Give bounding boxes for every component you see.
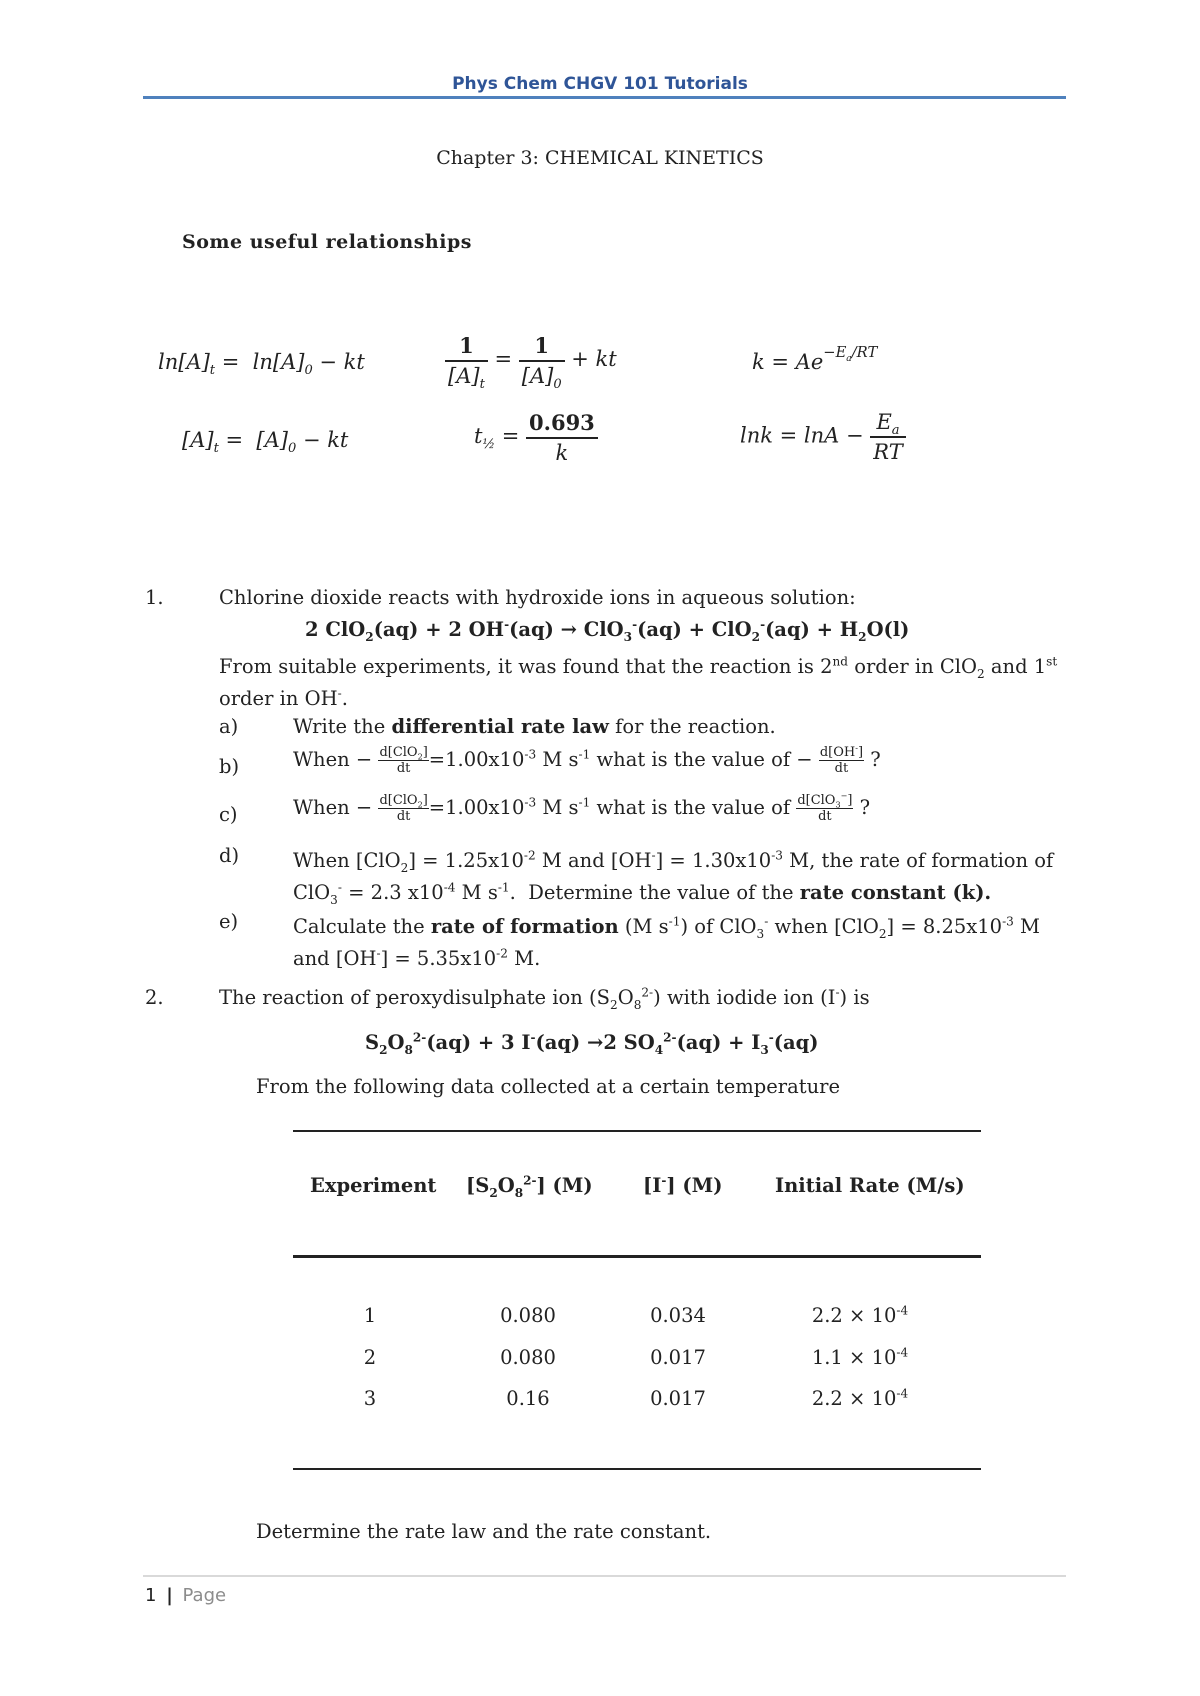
q1-part-c-text: When − d[ClO$_2$] dt $=1.00x10^{-3}$ M $s^{-1}$ what is the value of d[ClO$_3$−] dt ? (293, 791, 871, 824)
q1-part-e-label: e) (219, 910, 239, 933)
table-cell: $2.2 \times 10^{-4}$ (811, 1303, 909, 1327)
eq-first-order: $\ln[A]_t = \ln[A]_0$ − kt (158, 350, 365, 379)
eq-half-life: $t_{\frac{1}{2}}$ = $\frac{0.693}{k}$ (474, 410, 598, 465)
page-header: Phys Chem CHGV 101 Tutorials (452, 74, 748, 94)
table-header-persulfate: $[S_2O_8^{2-}]$ (M) (466, 1173, 593, 1200)
footer-rule (143, 1575, 1066, 1577)
table-cell: $1.1 \times 10^{-4}$ (811, 1345, 909, 1369)
eq-arrhenius-log: lnk = lnA − $\frac{E_a}{RT}$ (740, 410, 906, 464)
header-rule (143, 96, 1066, 99)
table-top-rule (293, 1130, 981, 1132)
q1-part-e-text: Calculate the rate of formation (M $s^{-1}$) of ClO$_3$- when $[ClO_2] = 8.25x10^{-3}$ M and $[OH^-] = 5.35x10^{-2}$ M. (293, 914, 1041, 970)
q2-reaction-equation: $S_2O_8^{2-}(aq) + 3$ I-(aq) →2 $SO_4^{2-}(aq) + I_3^-(aq)$ (365, 1030, 819, 1057)
page-label: Page (182, 1585, 227, 1606)
q2-task: Determine the rate law and the rate constant. (256, 1520, 712, 1543)
q2-data-intro: From the following data collected at a certain temperature (256, 1075, 840, 1098)
table-cell: 0.017 (650, 1346, 706, 1369)
table-cell: 0.080 (500, 1304, 556, 1327)
table-cell: 0.16 (506, 1387, 550, 1410)
table-header-experiment: Experiment (310, 1174, 437, 1197)
table-cell: 0.080 (500, 1346, 556, 1369)
table-bottom-rule (293, 1468, 981, 1470)
table-cell: 0.017 (650, 1387, 706, 1410)
eq-zero-order: $[A]_t = [A]_0$ − kt (182, 428, 349, 457)
table-header-iodide: [I-] (M) (643, 1173, 723, 1197)
q1-reaction-equation: 2 ClO$_2$(aq) + 2 $OH^-(aq) \to ClO_3^-(aq) + ClO_2^-(aq) + H_2O(l)$ (305, 617, 910, 644)
q1-intro: Chlorine dioxide reacts with hydroxide ions in aqueous solution: (219, 586, 856, 609)
q1-part-d-text: When $[ClO_2] = 1.25x10^{-2}$ M and $[OH^-] = 1.30x10^{-3}$ M, the rate of formation of ClO$_3$- = 2.3 $x10^{-4}$ M $s^{-1}$. Determine the value of the rate constant (k). (293, 848, 1054, 907)
q1-part-b-label: b) (219, 755, 240, 778)
useful-heading: Some useful relationships (182, 231, 472, 253)
table-header-rule (293, 1255, 981, 1258)
table-cell: 1 (363, 1304, 377, 1327)
table-cell: $2.2 \times 10^{-4}$ (811, 1386, 909, 1410)
eq-second-order: $\frac{1}{[A]_t}$ = $\frac{1}{[A]_0}$ + kt (445, 333, 617, 388)
q1-part-a-label: a) (219, 715, 239, 738)
q1-part-c-label: c) (219, 803, 238, 826)
page-number: 1 (145, 1585, 157, 1606)
table-cell: 2 (363, 1346, 377, 1369)
q1-part-b-text: When − d[ClO$_2$] dt $=1.00x10^{-3}$ M $s^{-1}$ what is the value of − $\frac{d[OH^-]}{dt}$ ? (293, 743, 881, 776)
table-header-rate: Initial Rate (M/s) (775, 1174, 965, 1197)
page-footer: 1 | Page (145, 1585, 227, 1606)
table-cell: 3 (363, 1387, 377, 1410)
chapter-title: Chapter 3: CHEMICAL KINETICS (436, 147, 764, 169)
q1-part-d-label: d) (219, 844, 240, 867)
q1-part-a-text: Write the differential rate law for the reaction. (293, 715, 776, 738)
table-cell: 0.034 (650, 1304, 706, 1327)
eq-arrhenius: $k = Ae^{-E_a/RT}$ (752, 344, 878, 374)
q2-number: 2. (145, 986, 164, 1009)
q1-order-text: From suitable experiments, it was found that the reaction is 2nd order in ClO$_2$ and 1st order in OH-. (219, 654, 1058, 710)
q2-intro: The reaction of peroxydisulphate ion $(S_2O_8^{2-})$ with iodide ion (I-) is (219, 985, 870, 1012)
q1-number: 1. (145, 586, 164, 609)
